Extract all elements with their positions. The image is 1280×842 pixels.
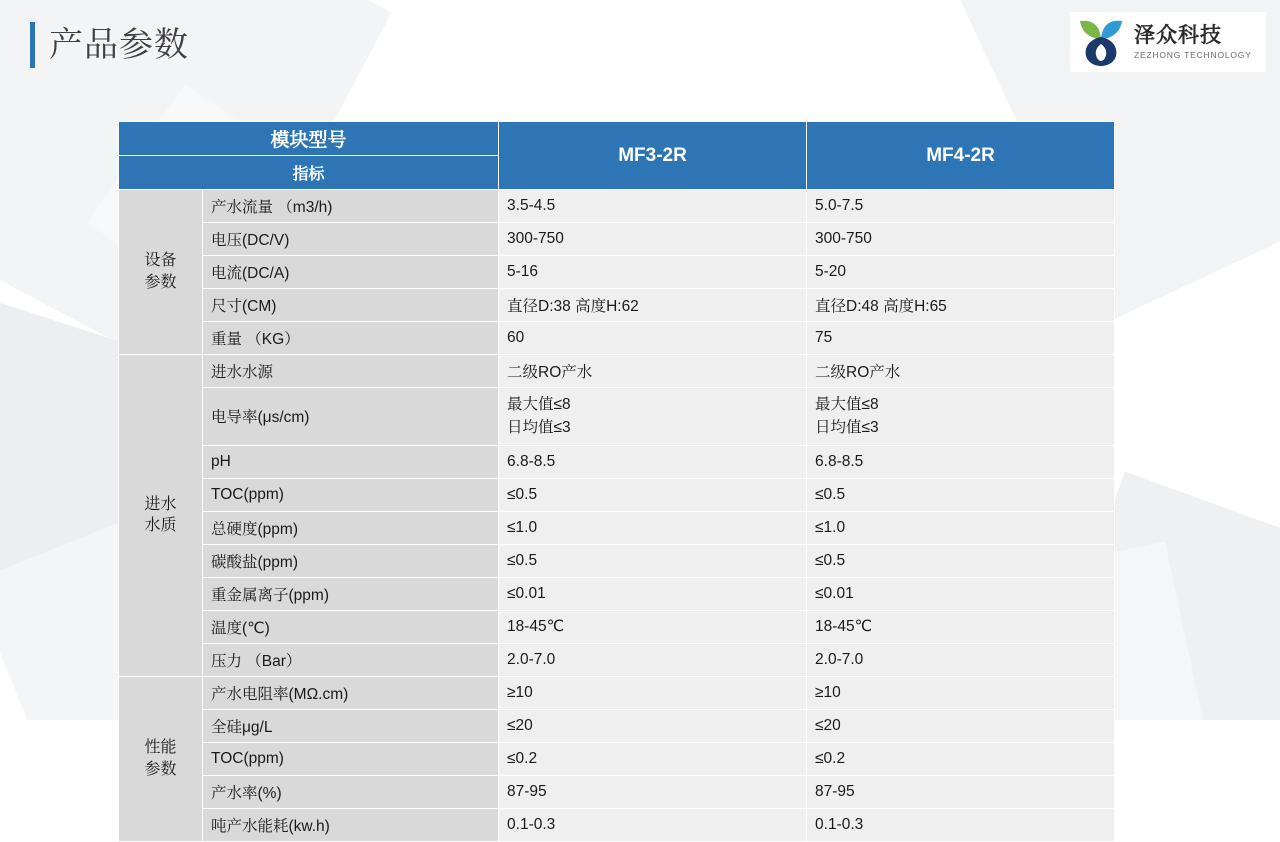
logo-text: [1134, 24, 1252, 59]
group-label-line: 设备: [144, 252, 177, 270]
row-value: 300-750: [499, 223, 807, 256]
spec-table: [118, 121, 1115, 842]
group-label-line: 进水: [144, 495, 177, 513]
group-label-feed-water: [119, 355, 203, 677]
row-value: ≤0.2: [499, 742, 807, 775]
table-row: [119, 775, 1115, 808]
row-value: 5.0-7.5: [807, 190, 1115, 223]
row-label: 产水率(%): [203, 775, 499, 808]
table-row: [119, 223, 1115, 256]
row-value: [499, 388, 807, 446]
row-value: ≤0.01: [807, 577, 1115, 610]
row-value: ≤0.2: [807, 742, 1115, 775]
row-value: 18-45℃: [807, 610, 1115, 643]
table-row: [119, 289, 1115, 322]
table-row: [119, 544, 1115, 577]
table-row: [119, 676, 1115, 709]
row-value: ≤0.01: [499, 577, 807, 610]
row-label: pH: [203, 445, 499, 478]
row-value: 87-95: [499, 775, 807, 808]
logo-name-en: ZEZHONG TECHNOLOGY: [1134, 49, 1252, 60]
table-row: [119, 478, 1115, 511]
row-label: 全硅μg/L: [203, 709, 499, 742]
row-label: TOC(ppm): [203, 478, 499, 511]
row-label: 尺寸(CM): [203, 289, 499, 322]
page-title: 产品参数: [49, 26, 189, 64]
spec-table-container: [118, 121, 1114, 842]
row-value: 87-95: [807, 775, 1115, 808]
title-accent-bar: [30, 22, 35, 68]
row-value: 0.1-0.3: [807, 808, 1115, 841]
row-value: ≥10: [807, 676, 1115, 709]
row-value: 3.5-4.5: [499, 190, 807, 223]
group-label-line: 参数: [144, 274, 177, 291]
group-label-line: 性能: [144, 738, 177, 756]
table-row: [119, 577, 1115, 610]
row-value: [807, 388, 1115, 446]
row-value: 0.1-0.3: [499, 808, 807, 841]
table-row: [119, 511, 1115, 544]
row-value-line: 最大值≤8: [815, 396, 879, 413]
row-value: ≤0.5: [807, 544, 1115, 577]
row-label: 总硬度(ppm): [203, 511, 499, 544]
row-label: 电压(DC/V): [203, 223, 499, 256]
row-label: 重量 （KG）: [203, 322, 499, 355]
row-value: 60: [499, 322, 807, 355]
row-value: 5-16: [499, 256, 807, 289]
row-value: 18-45℃: [499, 610, 807, 643]
row-label: 电导率(μs/cm): [203, 388, 499, 446]
row-label: 碳酸盐(ppm): [203, 544, 499, 577]
row-value-line: 日均值≤3: [507, 419, 571, 437]
row-value: ≤1.0: [499, 511, 807, 544]
row-value: 300-750: [807, 223, 1115, 256]
header-index-label: 指标: [119, 156, 499, 190]
table-row: [119, 445, 1115, 478]
row-label: 温度(℃): [203, 610, 499, 643]
company-logo: [1070, 12, 1266, 72]
table-row: [119, 388, 1115, 446]
row-value: 2.0-7.0: [807, 643, 1115, 676]
row-value: 75: [807, 322, 1115, 355]
group-label-equipment: [119, 190, 203, 355]
row-value: ≤0.5: [499, 478, 807, 511]
logo-leaf-icon: [1074, 17, 1128, 67]
group-label-line: 水质: [144, 517, 177, 535]
row-value-line: 最大值≤8: [507, 396, 571, 413]
row-value: 直径D:48 高度H:65: [807, 289, 1115, 322]
table-row: [119, 643, 1115, 676]
row-value: ≤20: [499, 709, 807, 742]
table-header-row-model: [119, 122, 1115, 156]
table-row: [119, 742, 1115, 775]
group-label-performance: [119, 676, 203, 841]
row-value: ≥10: [499, 676, 807, 709]
row-label: 产水电阻率(MΩ.cm): [203, 676, 499, 709]
row-label: 重金属离子(ppm): [203, 577, 499, 610]
table-row: [119, 190, 1115, 223]
row-value: 2.0-7.0: [499, 643, 807, 676]
row-value: 5-20: [807, 256, 1115, 289]
row-value: 6.8-8.5: [499, 445, 807, 478]
table-row: [119, 610, 1115, 643]
row-value: 直径D:38 高度H:62: [499, 289, 807, 322]
row-value: 6.8-8.5: [807, 445, 1115, 478]
header-model-label: 模块型号: [119, 122, 499, 156]
row-value: 二级RO产水: [499, 355, 807, 388]
logo-name-cn: 泽众科技: [1134, 24, 1222, 48]
table-row: [119, 322, 1115, 355]
page-header: [30, 22, 189, 68]
table-row: [119, 256, 1115, 289]
row-value: 二级RO产水: [807, 355, 1115, 388]
row-label: TOC(ppm): [203, 742, 499, 775]
row-label: 压力 （Bar）: [203, 643, 499, 676]
table-row: [119, 709, 1115, 742]
table-row: [119, 355, 1115, 388]
row-value: ≤20: [807, 709, 1115, 742]
group-label-line: 参数: [144, 760, 177, 778]
row-value: ≤0.5: [807, 478, 1115, 511]
table-row: [119, 808, 1115, 841]
row-value: ≤0.5: [499, 544, 807, 577]
row-label: 进水水源: [203, 355, 499, 388]
row-value: ≤1.0: [807, 511, 1115, 544]
header-column-mf3-2r: MF3-2R: [499, 122, 807, 190]
row-label: 吨产水能耗(kw.h): [203, 808, 499, 841]
row-value-line: 日均值≤3: [815, 419, 879, 437]
row-label: 产水流量 （m3/h): [203, 190, 499, 223]
header-column-mf4-2r: MF4-2R: [807, 122, 1115, 190]
row-label: 电流(DC/A): [203, 256, 499, 289]
